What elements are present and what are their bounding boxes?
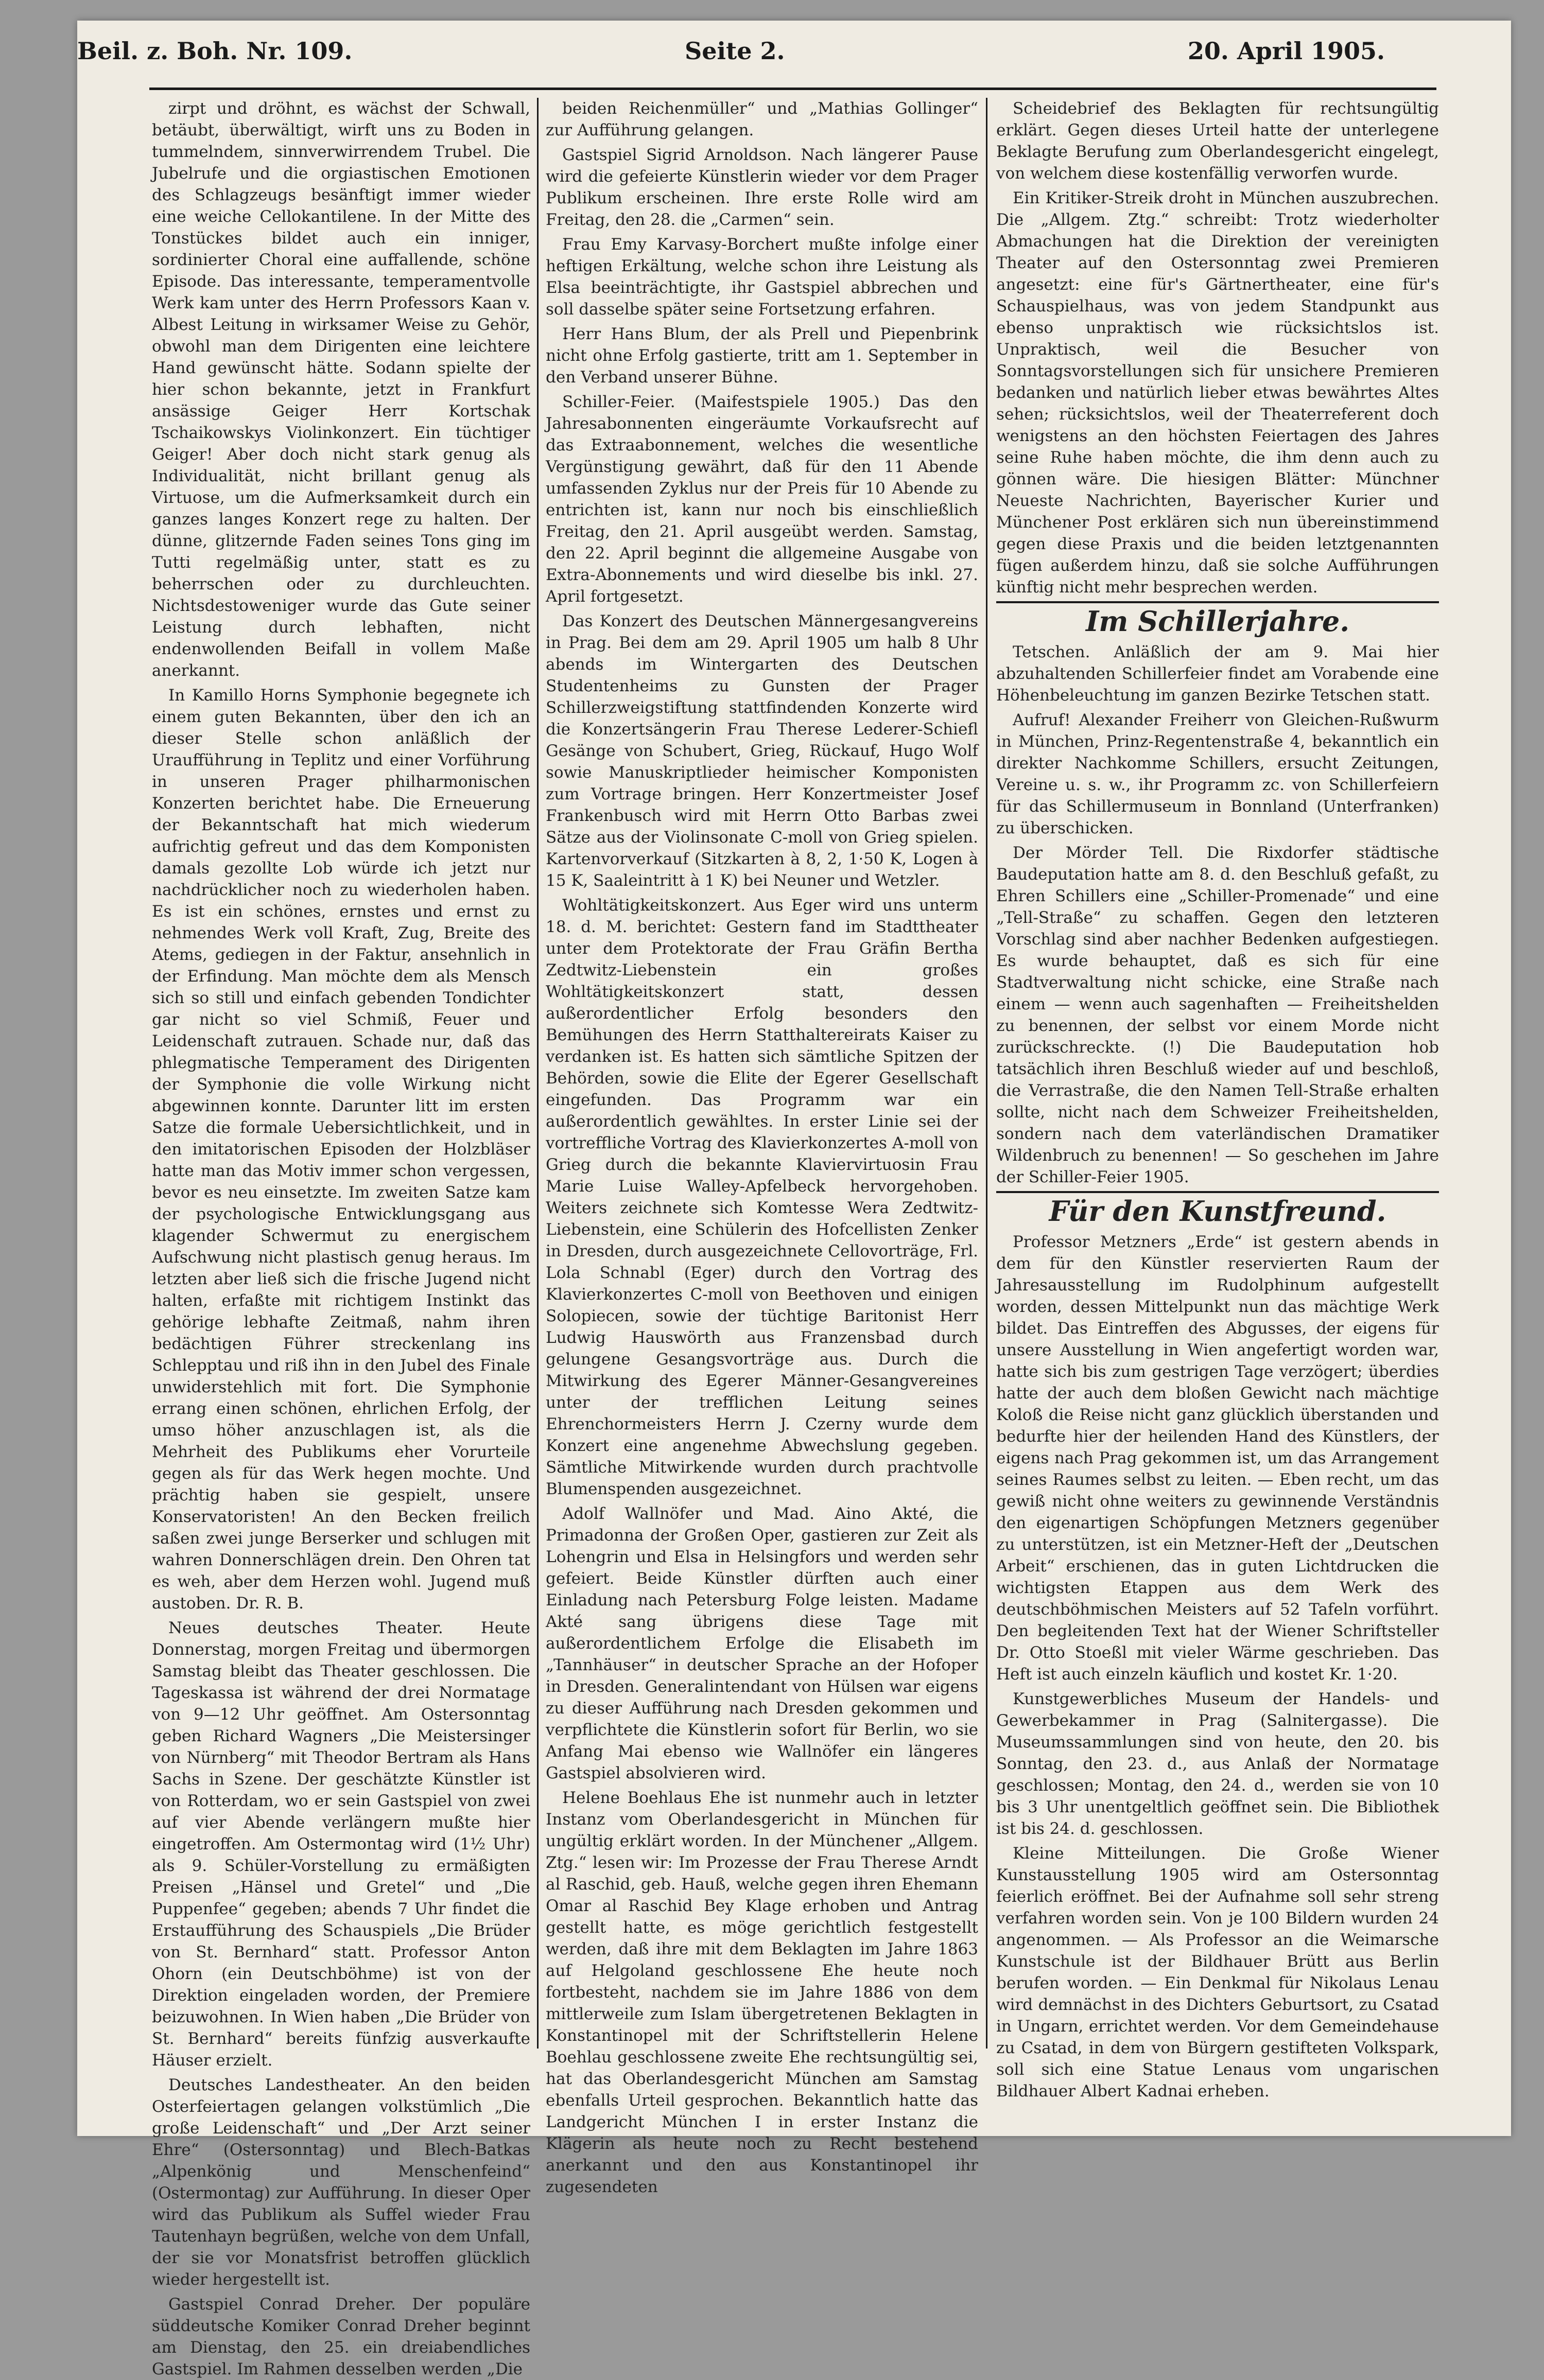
page-header — [77, 37, 1385, 83]
article-text: zirpt und dröhnt, es wächst der Schwall, betäubt, überwältigt, wirft uns zu Boden in tummelndem, sinnverwirrendem Trubel. Die Jubelrufe und die orgiastischen Emotionen des Schlagzeugs besänftigt immer wieder eine weiche Cellokantilene. In der Mitte des Tonstückes bildet auch ein inniger, sordinierter Choral eine auffallende, schöne Episode. Das interessante, temperamentvolle Werk kam unter des Herrn Professors Kaan v. Albest Leitung in wirksamer Weise zu Gehör, obwohl man dem Dirigenten eine leichtere Hand gewünscht hätte. Sodann spielte der hier schon bekannte, jetzt in Frankfurt ansässige Geiger Herr Kortschak Tschaikowskys Violinkonzert. Ein tüchtiger Geiger! Aber doch nicht stark genug als Individualität, nicht brillant genug als Virtuose, um die Aufmerksamkeit durch ein ganzes langes Konzert rege zu halten. Der dünne, glitzernde Faden seines Tons ging im Tutti regelmäßig unter, statt es zu beherrschen oder zu durchleuchten. Nichtsdestoweniger wurde das Gute seiner Leistung durch lebhaften, nicht endenwollenden Beifall in vollem Maße anerkannt. — [152, 99, 530, 680]
issue-label: Beil. z. Boh. Nr. 109. — [77, 37, 353, 65]
column-2 — [546, 98, 978, 2196]
article-text: Ein Kritiker-Streik droht in München auszubrechen. Die „Allgem. Ztg.“ schreibt: Trotz wiederholter Abmachungen hat die Direktion der vereinigten Theater auf den Ostersonntag zwei Premieren angesetzt: eine für's Gärtnertheater, eine für's Schauspielhaus, was von jedem Standpunkt aus ebenso unpraktisch wie rücksichtslos ist. Unpraktisch, weil die Besucher von Sonntagsvorstellungen sich für unsichere Premieren bedanken und natürlich lieber etwas bewährtes Altes sehen; rücksichtslos, weil der Theaterreferent doch wenigstens an den höchsten Feiertagen des Jahres seine Ruhe haben möchte, die ihm denn auch zu gönnen wäre. Die hiesigen Blätter: Münchner Neueste Nachrichten, Bayerischer Kurier und Münchener Post erklären sich nun übereinstimmend gegen diese Praxis und die beiden letztgenannten fügen außerdem hinzu, daß sie solche Aufführungen künftig nicht mehr besprechen werden. — [996, 189, 1439, 597]
article-text: Kunstgewerbliches Museum der Handels- und Gewerbekammer in Prag (Salnitergasse). Die Museumssammlungen sind von heute, den 20. bis Sonntag, den 23. d., aus Anlaß der Normatage geschlossen; Montag, den 24. d., werden sie von 10 bis 3 Uhr unentgeltlich geöffnet sein. Die Bibliothek ist bis 24. d. geschlossen. — [996, 1690, 1439, 1838]
article-text: Deutsches Landestheater. An den beiden Osterfeiertagen gelangen volkstümlich „Die große Leidenschaft“ und „Der Arzt seiner Ehre“ (Ostersonntag) und Blech-Batkas „Alpenkönig und Menschenfeind“ (Ostermontag) zur Aufführung. In dieser Oper wird das Publikum als Suffel wieder Frau Tautenhayn begrüßen, welche von dem Unfall, der sie vor Monatsfrist betroffen glücklich wieder hergestellt ist. — [152, 2076, 530, 2289]
article-text: Gastspiel Conrad Dreher. Der populäre süddeutsche Komiker Conrad Dreher beginnt am Dienstag, den 25. ein dreiabendliches Gastspiel. Im Rahmen desselben werden „Die — [152, 2295, 530, 2378]
article-text: Kleine Mitteilungen. Die Große Wiener Kunstausstellung 1905 wird am Ostersonntag feierlich eröffnet. Bei der Aufnahme soll sehr streng verfahren worden sein. Von je 100 Bildern wurden 24 angenommen. — Als Professor an die Weimarsche Kunstschule ist der Bildhauer Brütt aus Berlin berufen worden. — Ein Denkmal für Nikolaus Lenau wird demnächst in des Dichters Geburtsort, zu Csatad in Ungarn, errichtet werden. Vor dem Gemeindehause zu Csatad, in dem von Bürgern gestifteten Volkspark, soll sich eine Statue Lenaus vom ungarischen Bildhauer Albert Kadnai erheben. — [996, 1844, 1439, 2101]
article-text: Das Konzert des Deutschen Männergesangvereins in Prag. Bei dem am 29. April 1905 um halb 8 Uhr abends im Wintergarten des Deutschen Studentenheims zu Gunsten der Prager Schillerzweigstiftung stattfindenden Konzerte wird die Konzertsängerin Frau Therese Lederer-Schiefl Gesänge von Schubert, Grieg, Rückauf, Hugo Wolf sowie Manuskriptlieder heimischer Komponisten zum Vortrage bringen. Herr Konzertmeister Josef Frankenbusch wird mit Herrn Otto Barbas zwei Sätze aus der Violinsonate C-moll von Grieg spielen. Kartenvorverkauf (Sitzkarten à 8, 2, 1·50 K, Logen à 15 K, Saaleintritt à 1 K) bei Neuner und Wetzler. — [546, 612, 978, 890]
header-rule — [149, 87, 1436, 90]
column-3 — [996, 98, 1439, 2101]
page-number: Seite 2. — [685, 37, 785, 65]
section-heading: Im Schillerjahre. — [1085, 605, 1350, 638]
article-text: Neues deutsches Theater. Heute Donnerstag, morgen Freitag und übermorgen Samstag bleibt das Theater geschlossen. Die Tageskassa ist während der drei Normatage von 9—12 Uhr geöffnet. Am Ostersonntag geben Richard Wagners „Die Meistersinger von Nürnberg“ mit Theodor Bertram als Hans Sachs in Szene. Der geschätzte Künstler ist von Rotterdam, wo er sein Gastspiel von zwei auf vier Abende verlängern mußte hier eingetroffen. Am Ostermontag wird (1½ Uhr) als 9. Schüler-Vorstellung zu ermäßigten Preisen „Hänsel und Gretel“ und „Die Puppenfee“ gegeben; abends 7 Uhr findet die Erstaufführung des Schauspiels „Die Brüder von St. Bernhard“ statt. Professor Anton Ohorn (ein Deutschböhme) ist von der Direktion eingeladen worden, der Premiere beizuwohnen. In Wien haben „Die Brüder von St. Bernhard“ bereits fünfzig ausverkaufte Häuser erzielt. — [152, 1619, 530, 2070]
article-text: beiden Reichenmüller“ und „Mathias Gollinger“ zur Aufführung gelangen. — [546, 99, 978, 139]
issue-date: 20. April 1905. — [1187, 37, 1385, 65]
article-text: Schiller-Feier. (Maifestspiele 1905.) Das den Jahresabonnenten eingeräumte Vorkaufsrecht auf das Extraabonnement, welches die wesentliche Vergünstigung gewährt, daß für den 11 Abende umfassenden Zyklus nur der Preis für 10 Abende zu entrichten ist, kann nur noch bis einschließlich Freitag, den 21. April ausgeübt werden. Samstag, den 22. April beginnt die allgemeine Ausgabe von Extra-Abonnements und wird dieselbe bis inkl. 27. April fortgesetzt. — [546, 393, 978, 606]
article-text: Scheidebrief des Beklagten für rechtsungültig erklärt. Gegen dieses Urteil hatte der unterlegene Beklagte Berufung zum Oberlandesgericht eingelegt, von welchem diese kostenfällig verworfen wurde. — [996, 99, 1439, 183]
article-text: Herr Hans Blum, der als Prell und Piepenbrink nicht ohne Erfolg gastierte, tritt am 1. September in den Verband unserer Bühne. — [546, 325, 978, 387]
column-1 — [152, 98, 530, 2378]
article-text: Tetschen. Anläßlich der am 9. Mai hier abzuhaltenden Schillerfeier findet am Vorabende eine Höhenbeleuchtung im ganzen Bezirke Tetschen statt. — [996, 643, 1439, 705]
article-text: Frau Emy Karvasy-Borchert mußte infolge einer heftigen Erkältung, welche schon ihre Leistung als Elsa beeinträchtigte, ihr Gastspiel abbrechen und soll dasselbe später seine Fortsetzung erfahren. — [546, 235, 978, 319]
article-text: Adolf Wallnöfer und Mad. Aino Akté, die Primadonna der Großen Oper, gastieren zur Zeit als Lohengrin und Elsa in Helsingfors und werden sehr gefeiert. Beide Künstler dürften auch einer Einladung nach Petersburg Folge leisten. Madame Akté sang übrigens diese Tage mit außerordentlichem Erfolge die Elisabeth im „Tannhäuser“ in deutscher Sprache an der Hofoper in Dresden. Generalintendant von Hülsen war eigens zu dieser Aufführung nach Dresden gekommen und verpflichtete die Künstlerin sofort für Berlin, wo sie Anfang Mai ebenso wie Wallnöfer ein längeres Gastspiel absolvieren wird. — [546, 1504, 978, 1782]
column-divider-2 — [986, 98, 987, 2049]
section-heading: Für den Kunstfreund. — [1049, 1195, 1386, 1228]
article-text: Der Mörder Tell. Die Rixdorfer städtische Baudeputation hatte am 8. d. den Beschluß gefaßt, zu Ehren Schillers eine „Schiller-Promenade“ und eine „Tell-Straße“ zu schaffen. Gegen den letzteren Vorschlag sind aber nachher Bedenken aufgestiegen. Es wurde behauptet, daß es sich für eine Stadtverwaltung nicht schicke, eine Straße nach einem — wenn auch sagenhaften — Freiheitshelden zu benennen, der selbst vor einem Morde nicht zurückschreckte. (!) Die Baudeputation hob tatsächlich ihren Beschluß wieder auf und beschloß, die Verrastraße, die den Namen Tell-Straße erhalten sollte, nicht nach dem Schweizer Freiheitshelden, sondern nach dem vaterländischen Dramatiker Wildenbruch zu benennen! — So geschehen im Jahre der Schiller-Feier 1905. — [996, 844, 1439, 1186]
article-text: Wohltätigkeitskonzert. Aus Eger wird uns unterm 18. d. M. berichtet: Gestern fand im Stadttheater unter dem Protektorate der Frau Gräfin Bertha Zedtwitz-Liebenstein ein großes Wohltätigkeitskonzert statt, dessen außerordentlicher Erfolg besonders den Bemühungen des Herrn Statthaltereirats Kaiser zu verdanken ist. Es hatten sich sämtliche Spitzen der Behörden, sowie die Elite der Egerer Gesellschaft eingefunden. Das Programm war ein außerordentlich gewähltes. In erster Linie sei der vortreffliche Vortrag des Klavierkonzertes A-moll von Grieg durch die bekannte Klaviervirtuosin Frau Marie Luise Walley-Apfelbeck hervorgehoben. Weiters zeichnete sich Komtesse Wera Zedtwitz-Liebenstein, eine Schülerin des Hofcellisten Zenker in Dresden, durch ausgezeichnete Cellovorträge, Frl. Lola Schnabl (Eger) durch den Vortrag des Klavierkonzertes C-moll von Beethoven und einigen Solopiecen, sowie der tüchtige Baritonist Herr Ludwig Hauswörth aus Franzensbad durch gelungene Gesangsvorträge aus. Durch die Mitwirkung des Egerer Männer-Gesangvereines unter der trefflichen Leitung seines Ehrenchormeisters Herrn J. Czerny wurde dem Konzert eine angenehme Abwechslung gegeben. Sämtliche Mitwirkende wurden durch prachtvolle Blumenspenden ausgezeichnet. — [546, 896, 978, 1498]
section-rule — [996, 601, 1439, 603]
section-rule — [996, 1191, 1439, 1193]
article-text: In Kamillo Horns Symphonie begegnete ich einem guten Bekannten, über den ich an dieser Stelle schon anläßlich der Uraufführung in Teplitz und einer Vorführung in unseren Prager philharmonischen Konzerten berichtet habe. Die Erneuerung der Bekanntschaft hat mich wiederum aufrichtig gefreut und das dem Komponisten damals gezollte Lob würde ich jetzt nur nachdrücklicher noch zu wiederholen haben. Es ist ein schönes, ernstes und ernst zu nehmendes Werk voll Kraft, Zug, Breite des Atems, gediegen in der Faktur, ansehnlich in der Erfindung. Man möchte dem als Mensch sich so still und einfach gebenden Tondichter gar nicht so viel Schmiß, Feuer und Leidenschaft zutrauen. Schade nur, daß das phlegmatische Temperament des Dirigenten der Symphonie die volle Wirkung nicht abgewinnen konnte. Darunter litt im ersten Satze die formale Uebersichtlichkeit, und in den imitatorischen Episoden der Holzbläser hatte man das Motiv immer schon vergessen, bevor es neu einsetzte. Im zweiten Satze kam der psychologische Entwicklungsgang aus klagender Schwermut zu energischem Aufschwung nicht plastisch genug heraus. Im letzten aber ließ sich die frische Jugend nicht halten, erfaßte mit richtigem Instinkt das gehörige lebhafte Zeitmaß, nahm ihren bedächtigen Führer streckenlang ins Schlepptau und riß ihn in den Jubel des Finale unwiderstehlich mit fort. Die Symphonie errang einen schönen, ehrlichen Erfolg, der umso höher anzuschlagen ist, als die Mehrheit des Publikums eher Vorurteile gegen als für das Werk hegen mochte. Und prächtig haben sie gespielt, unsere Konservatoristen! An den Becken freilich saßen zwei junge Berserker und schlugen mit wahren Donnerschlägen drein. Den Ohren tat es weh, aber dem Herzen wohl. Jugend muß austoben. Dr. R. B. — [152, 686, 530, 1613]
column-divider-1 — [537, 98, 539, 2049]
article-text: Professor Metzners „Erde“ ist gestern abends in dem für den Künstler reservierten Raum der Jahresausstellung im Rudolphinum aufgestellt worden, dessen Mittelpunkt nun das mächtige Werk bildet. Das Eintreffen des Abgusses, der eigens für unsere Ausstellung in Wien angefertigt worden war, hatte sich bis zum gestrigen Tage verzögert; überdies hatte der auch dem bloßen Gewicht nach mächtige Koloß die Reise nicht ganz glücklich überstanden und bedurfte hier der heilenden Hand des Künstlers, der eigens nach Prag gekommen ist, um das Arrangement seines Raumes selbst zu leiten. — Eben recht, um das gewiß nicht ohne weiters zu gewinnende Verständnis den eigenartigen Schöpfungen Metzners gegenüber zu unterstützen, ist ein Metzner-Heft der „Deutschen Arbeit“ erschienen, das in guten Lichtdrucken die wichtigsten Etappen aus dem Werk des deutschböhmischen Meisters auf 52 Tafeln vorführt. Den begleitenden Text hat der Wiener Schriftsteller Dr. Otto Stoeßl mit vieler Wärme geschrieben. Das Heft ist auch einzeln käuflich und kostet Kr. 1·20. — [996, 1233, 1439, 1684]
article-text: Aufruf! Alexander Freiherr von Gleichen-Rußwurm in München, Prinz-Regentenstraße 4, bekanntlich ein direkter Nachkomme Schillers, ersucht Zeitungen, Vereine u. s. w., ihr Programm zc. von Schillerfeiern für das Schillermuseum in Bonnland (Unterfranken) zu überschicken. — [996, 711, 1439, 837]
article-text: Gastspiel Sigrid Arnoldson. Nach längerer Pause wird die gefeierte Künstlerin wieder vor dem Prager Publikum erscheinen. Ihre erste Rolle wird am Freitag, den 28. die „Carmen“ sein. — [546, 146, 978, 229]
article-text: Helene Boehlaus Ehe ist nunmehr auch in letzter Instanz vom Oberlandesgericht in München für ungültig erklärt worden. In der Münchener „Allgem. Ztg.“ lesen wir: Im Prozesse der Frau Therese Arndt al Raschid, geb. Hauß, welche gegen ihren Ehemann Omar al Raschid Bey Klage erhoben und Antrag gestellt hatte, es möge gerichtlich festgestellt werden, daß ihre mit dem Beklagten im Jahre 1863 auf Helgoland geschlossene Ehe heute noch fortbesteht, nachdem sie im Jahre 1886 von dem mittlerweile zum Islam übergetretenen Beklagten in Konstantinopel mit der Schriftstellerin Helene Boehlau geschlossene zweite Ehe rechtsungültig sei, hat das Oberlandesgericht München am Samstag ebenfalls Urteil gesprochen. Bekanntlich hatte das Landgericht München I in erster Instanz die Klägerin als heute noch zu Recht bestehend anerkannt und den aus Konstantinopel ihr zugesendeten — [546, 1789, 978, 2196]
